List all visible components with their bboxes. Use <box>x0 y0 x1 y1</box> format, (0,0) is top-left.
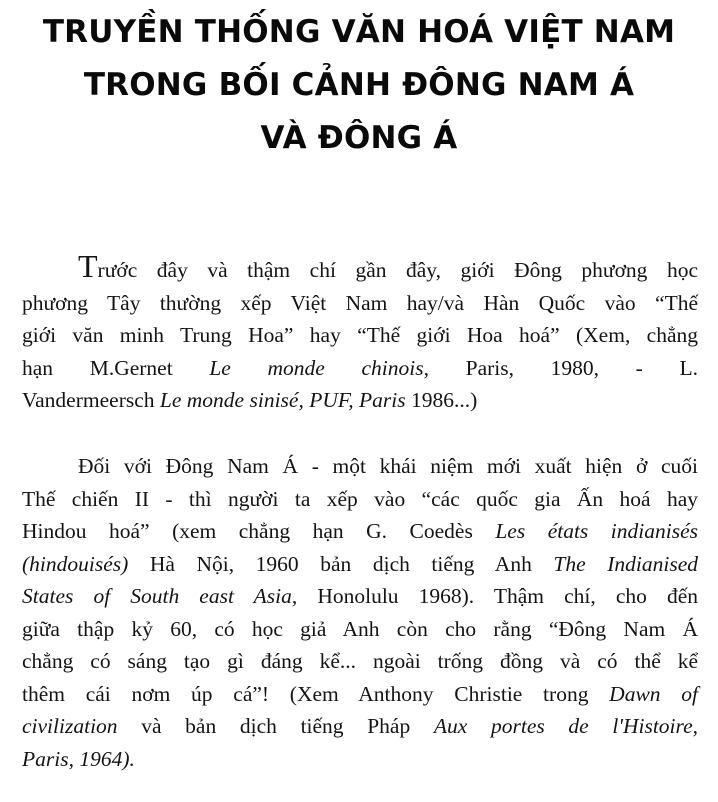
chapter-title-line-3: VÀ ĐÔNG Á <box>260 120 458 156</box>
paragraph-2-text-8a: thêm cái nơm úp cá”! (Xem Anthony Christie trong <box>22 681 610 706</box>
paragraph-2-text-9a: và bản dịch tiếng Pháp <box>117 714 434 738</box>
chapter-title-line-2: TRONG BỐI CẢNH ĐÔNG NAM Á <box>83 67 635 103</box>
paragraph-1-text-4b: , Paris, 1980, - L. <box>423 355 698 380</box>
paragraph-2-line-2: Thế chiến II - thì người ta xếp vào “các quốc gia Ấn hoá hay <box>22 486 698 511</box>
paragraph-1-text-5b: 1986...) <box>405 388 478 412</box>
book-title-le-monde-sinise: Le monde sinisé, PUF, Paris <box>159 388 406 412</box>
paragraph-1-line-2: phương Tây thường xếp Việt Nam hay/và Hàn Quốc vào “Thế <box>22 290 698 315</box>
paragraph-2-line-4 <box>22 548 698 581</box>
book-title-the-indianised: The Indianised <box>553 551 698 576</box>
book-title-dawn-of: Dawn of <box>609 681 698 706</box>
paragraph-2-line-10 <box>22 743 698 776</box>
book-title-le-monde-chinois: Le monde chinois <box>209 355 424 380</box>
drop-cap: T <box>78 248 98 284</box>
paragraph-1-line-5 <box>22 384 698 417</box>
book-title-hindouises: (hindouisés) <box>22 551 129 576</box>
paragraph-2-line-6: giữa thập kỷ 60, có học giả Anh còn cho rằng “Đông Nam Á <box>22 616 698 641</box>
book-title-states-of-south-east-asia: States of South east Asia <box>22 584 292 608</box>
paragraph-2-line-8 <box>22 678 698 711</box>
paragraph-2-text-4a: Hà Nội, 1960 bản dịch tiếng Anh <box>128 551 554 576</box>
paragraph-2-line-9 <box>22 710 698 743</box>
book-title-civilization: civilization <box>22 714 118 738</box>
paragraph-1-text-4a: hạn M.Gernet <box>22 355 210 380</box>
chapter-title <box>0 6 718 165</box>
paragraph-2-line-5 <box>22 580 698 613</box>
paragraph-2-text-3a: Hindou hoá” (xem chẳng hạn G. Coedès <box>22 519 496 543</box>
paragraph-1-line-1 <box>22 248 698 287</box>
chapter-title-line-1: TRUYỀN THỐNG VĂN HOÁ VIỆT NAM <box>42 14 676 50</box>
paragraph-1-text-5a: Vandermeersch <box>22 388 160 412</box>
paragraph-2-line-3 <box>22 515 698 548</box>
book-title-aux-portes: Aux portes de l'Histoire, <box>433 714 699 738</box>
paragraph-1-text-1: rước đây và thậm chí gần đây, giới Đông phương học <box>97 258 698 282</box>
paragraph-2 <box>22 450 698 775</box>
paragraph-2-line-1: Đối với Đông Nam Á - một khái niệm mới xuất hiện ở cuối <box>78 454 698 478</box>
paragraph-1 <box>22 248 698 417</box>
citation-paris-1964: Paris, 1964). <box>22 746 135 771</box>
paragraph-2-line-7: chẳng có sáng tạo gì đáng kể... ngoài trống đồng và có thể kể <box>22 649 698 673</box>
book-title-les-etats-indianises: Les états indianisés <box>495 519 698 543</box>
paragraph-1-line-3: giới văn minh Trung Hoa” hay “Thế giới Hoa hoá” (Xem, chẳng <box>22 323 698 347</box>
paragraph-2-text-5a: , Honolulu 1968). Thậm chí, cho đến <box>291 584 698 608</box>
paragraph-1-line-4 <box>22 352 698 385</box>
